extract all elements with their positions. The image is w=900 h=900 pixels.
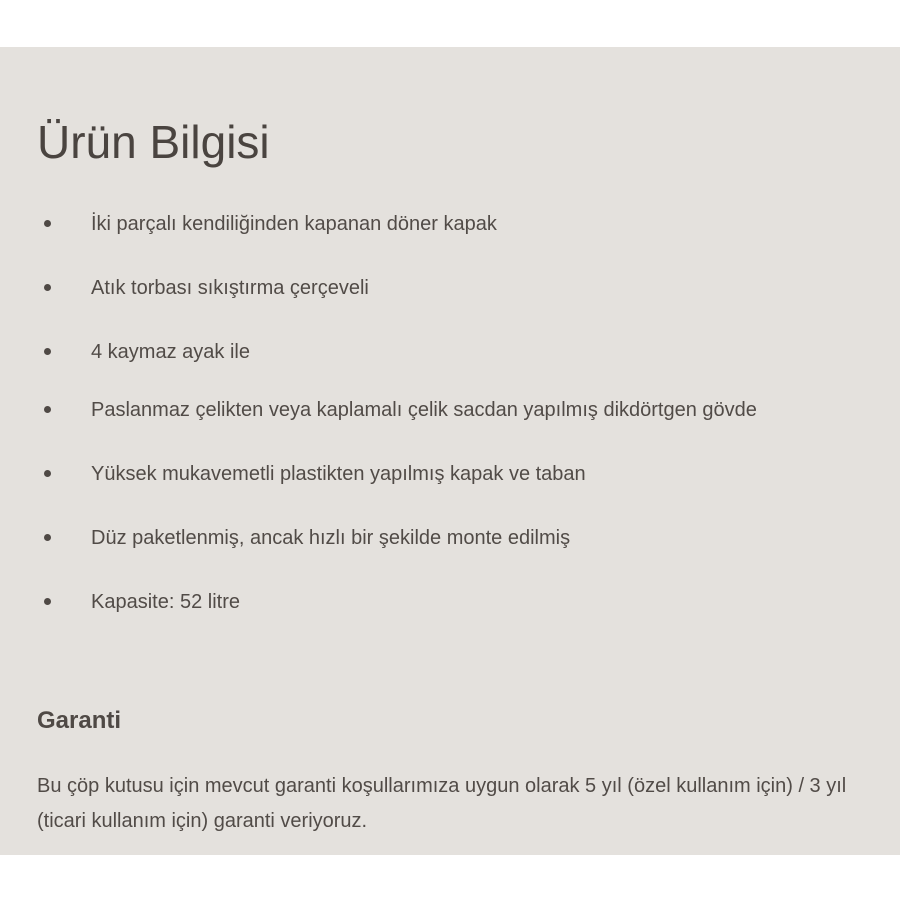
feature-item	[0, 587, 900, 617]
bullet-icon	[44, 470, 51, 477]
bullet-icon	[44, 534, 51, 541]
feature-item	[0, 459, 900, 489]
bullet-icon	[44, 598, 51, 605]
feature-item	[0, 523, 900, 553]
bullet-icon	[44, 406, 51, 413]
bullet-icon	[44, 284, 51, 291]
bullet-icon	[44, 220, 51, 227]
warranty-heading: Garanti	[37, 707, 122, 734]
warranty-text: Bu çöp kutusu için mevcut garanti koşullarımıza uygun olarak 5 yıl (özel kullanım için) / 3 yıl (ticari kullanım için) garanti veriyoruz.	[37, 775, 847, 832]
feature-text: Düz paketlenmiş, ancak hızlı bir şekilde monte edilmiş	[91, 527, 571, 549]
feature-text: Paslanmaz çelikten veya kaplamalı çelik sacdan yapılmış dikdörtgen gövde	[91, 399, 757, 421]
bullet-icon	[44, 348, 51, 355]
feature-item	[0, 273, 900, 303]
page-title: Ürün Bilgisi	[37, 116, 270, 168]
product-info-panel	[0, 47, 900, 855]
feature-item	[0, 209, 900, 239]
feature-text: İki parçalı kendiliğinden kapanan döner kapak	[91, 213, 497, 235]
feature-text: Yüksek mukavemetli plastikten yapılmış kapak ve taban	[91, 463, 586, 485]
feature-text: Kapasite: 52 litre	[91, 591, 240, 613]
feature-text: Atık torbası sıkıştırma çerçeveli	[91, 277, 369, 299]
feature-item	[0, 395, 900, 425]
feature-text: 4 kaymaz ayak ile	[91, 341, 250, 363]
feature-item	[0, 337, 900, 367]
